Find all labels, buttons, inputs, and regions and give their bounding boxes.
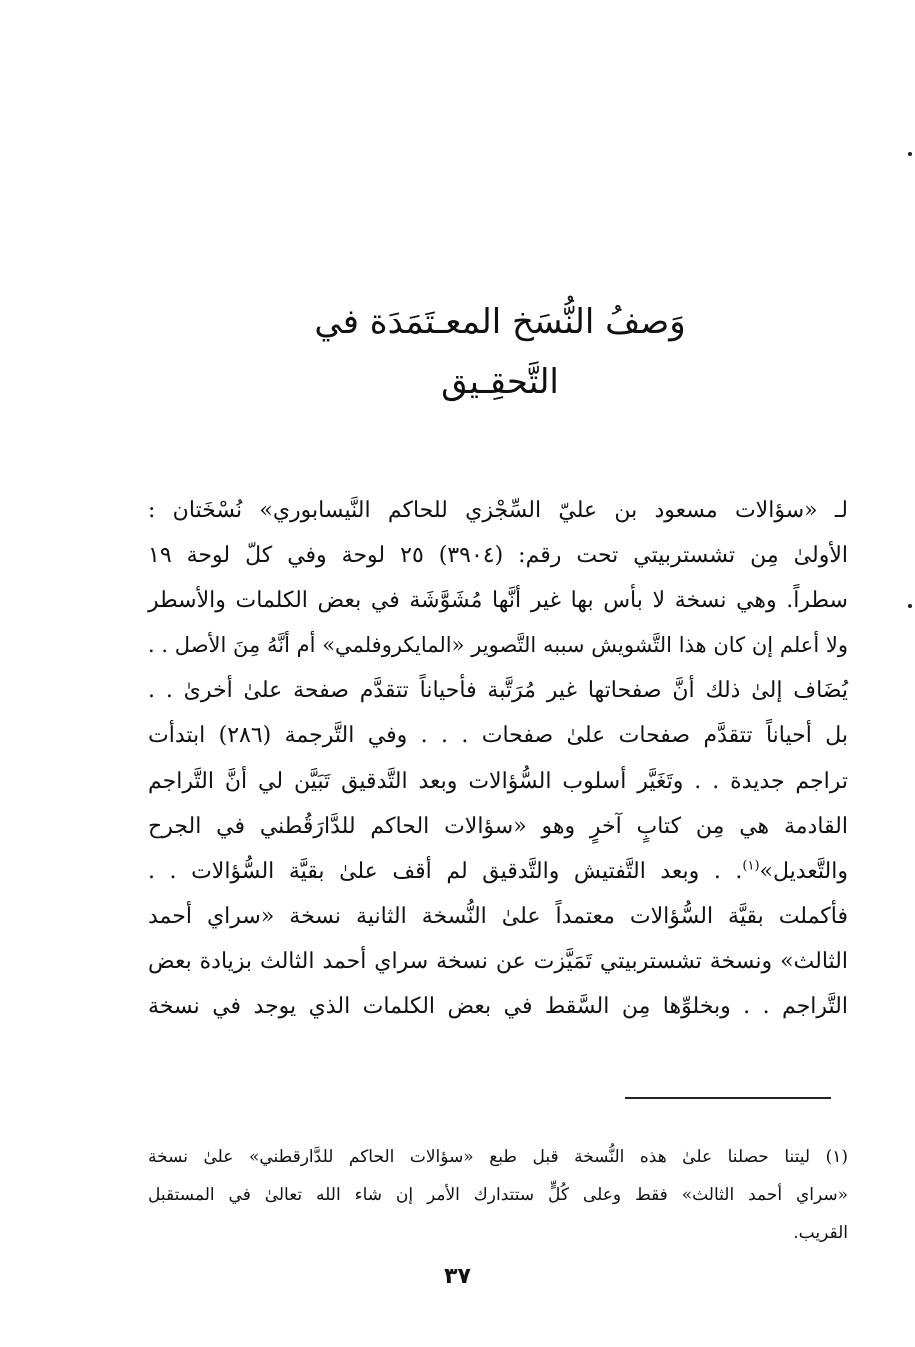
footnote-separator: [625, 1097, 831, 1099]
footnote-line: القريب.: [793, 1223, 848, 1243]
body-line: فأكملت بقيَّة السُّؤالات معتمداً علىٰ النُّسخة الثانية نسخة «سراي أحمد: [148, 903, 848, 929]
margin-dot: [908, 152, 912, 156]
body-line-segment: والتَّعديل»: [759, 858, 848, 884]
margin-dot: [908, 604, 912, 608]
footnote-reference[interactable]: (١): [742, 858, 760, 874]
body-line: التَّراجم . . وبخلوِّها مِن السَّقط في بعض الكلمات الذي يوجد في نسخة: [148, 994, 848, 1020]
body-line: لـ «سؤالات مسعود بن عليّ السِّجْزي للحاكم النَّيسابوري» نُسْخَتان :: [148, 498, 848, 523]
body-line: القادمة هي مِن كتابٍ آخرٍ وهو «سؤالات الحاكم للدَّارَقُطني في الجرح: [148, 813, 848, 839]
body-line: الثالث» ونسخة تشستربيتي تَمَيَّزت عن نسخة سراي أحمد الثالث بزيادة بعض: [148, 948, 848, 974]
body-line: تراجم جديدة . . وتَغَيَّر أسلوب السُّؤالات وبعد التَّدقيق تَبَيَّن لي أنَّ التَّراجم: [148, 768, 848, 794]
body-line: الأولىٰ مِن تشستربيتي تحت رقم: (٣٩٠٤) ٢٥ لوحة وفي كلّ لوحة ١٩: [148, 543, 848, 569]
body-paragraph: [148, 488, 848, 1029]
body-line: بل أحياناً تتقدَّم صفحات علىٰ صفحات . . . وفي التَّرجمة (٢٨٦) ابتدأت: [148, 723, 848, 749]
page-number: ٣٧: [444, 1264, 471, 1289]
body-line: يُضَاف إلىٰ ذلك أنَّ صفحاتها غير مُرَتَّبة فأحياناً تتقدَّم صفحة علىٰ أخرىٰ . .: [148, 678, 848, 704]
body-line: سطراً. وهي نسخة لا بأس بها غير أنَّها مُشَوَّشَة في بعض الكلمات والأسطر: [148, 588, 848, 614]
body-line-segment: . . وبعد التَّفتيش والتَّدقيق لم أقف علىٰ بقيَّة السُّؤالات . .: [148, 858, 743, 884]
body-line: ولا أعلم إن كان هذا التَّشويش سببه التَّصوير «المايكروفلمي» أم أنَّهُ مِنَ الأصل . .: [148, 633, 848, 658]
section-heading: وَصفُ النُّسَخ المعـتَمَدَة في التَّحقِـيق: [314, 302, 686, 402]
body-line-with-footnote: [148, 849, 848, 894]
footnote-line: (١) ليتنا حصلنا علىٰ هذه النُّسخة قبل طبع «سؤالات الحاكم للدَّارقطني» علىٰ نسخة: [148, 1147, 848, 1167]
footnote-line: «سراي أحمد الثالث» فقط وعلى كُلٍّ ستتدارك الأمر إن شاء الله تعالىٰ في المستقبل: [148, 1185, 848, 1205]
footnote: [148, 1138, 848, 1252]
